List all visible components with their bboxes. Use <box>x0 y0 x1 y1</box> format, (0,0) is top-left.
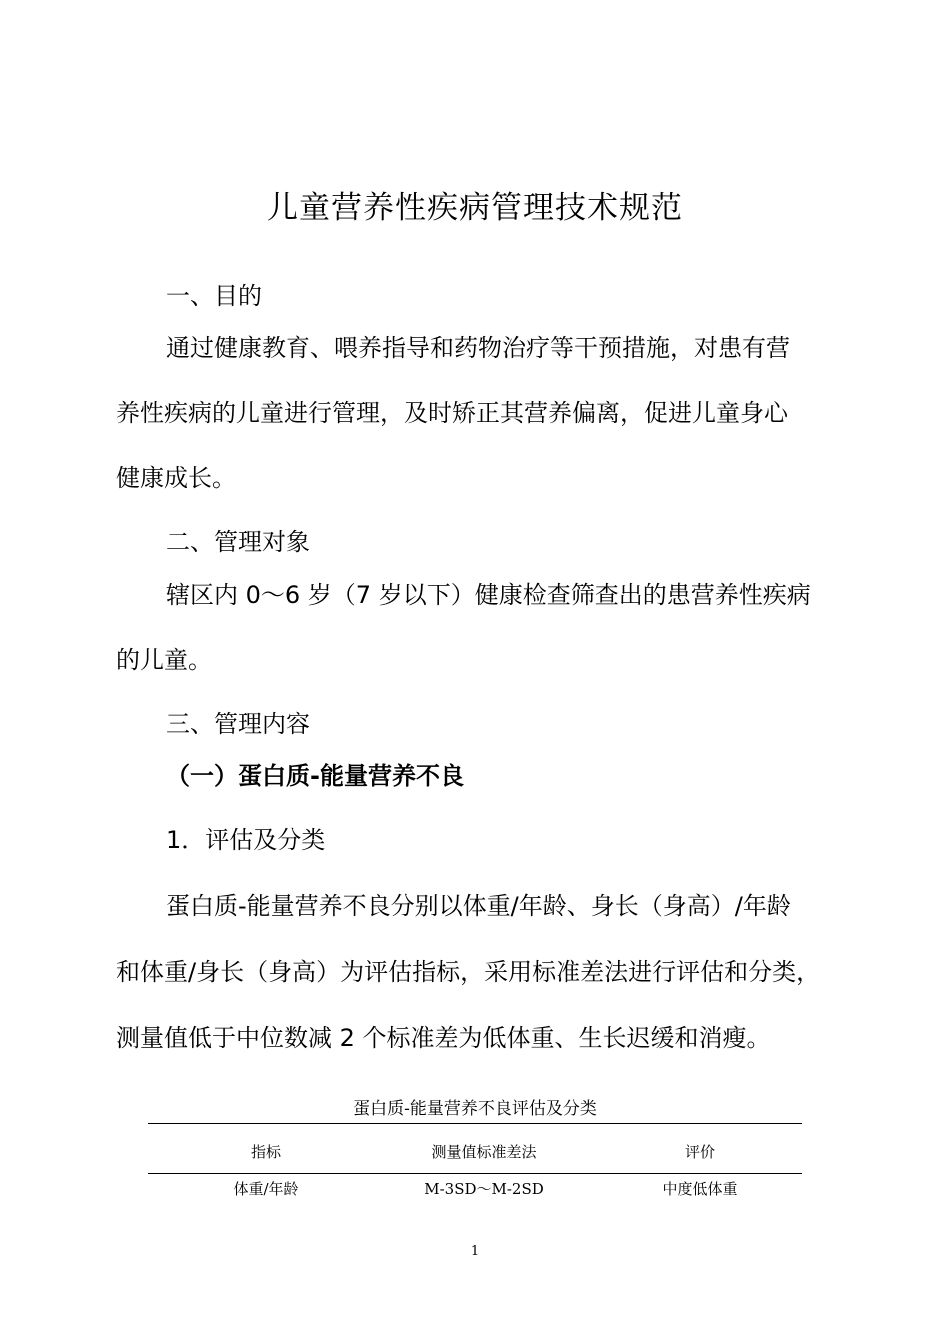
paragraph-line: 健康成长。 <box>116 464 236 492</box>
table-top-rule <box>148 1123 802 1124</box>
section-heading-content: 三、管理内容 <box>166 710 310 738</box>
section-heading-purpose: 一、目的 <box>166 282 262 310</box>
table-cell: 体重/年龄 <box>233 1180 299 1198</box>
table-header-cell: 指标 <box>250 1143 281 1161</box>
paragraph-line: 测量值低于中位数减 2 个标准差为低体重、生长迟缓和消瘦。 <box>116 1024 771 1052</box>
paragraph-line: 的儿童。 <box>116 646 212 674</box>
paragraph-line: 养性疾病的儿童进行管理，及时矫正其营养偏离，促进儿童身心 <box>116 399 788 427</box>
item-heading: 1．评估及分类 <box>166 826 326 854</box>
table-header-rule <box>148 1173 802 1174</box>
paragraph-line: 蛋白质-能量营养不良分别以体重/年龄、身长（身高）/年龄 <box>166 892 791 920</box>
table-cell: 中度低体重 <box>662 1180 738 1198</box>
subsection-heading: （一）蛋白质-能量营养不良 <box>166 762 464 790</box>
section-heading-target: 二、管理对象 <box>166 528 310 556</box>
document-title: 儿童营养性疾病管理技术规范 <box>267 190 683 226</box>
table-caption: 蛋白质-能量营养不良评估及分类 <box>353 1099 597 1119</box>
table-cell: M-3SD～M-2SD <box>424 1180 544 1198</box>
table-header-cell: 评价 <box>684 1143 715 1161</box>
paragraph-line: 辖区内 0～6 岁（7 岁以下）健康检查筛查出的患营养性疾病 <box>166 581 811 609</box>
paragraph-line: 通过健康教育、喂养指导和药物治疗等干预措施，对患有营 <box>166 334 790 362</box>
page-number: 1 <box>470 1244 480 1259</box>
paragraph-line: 和体重/身长（身高）为评估指标，采用标准差法进行评估和分类， <box>116 958 821 986</box>
table-header-cell: 测量值标准差法 <box>431 1143 537 1161</box>
